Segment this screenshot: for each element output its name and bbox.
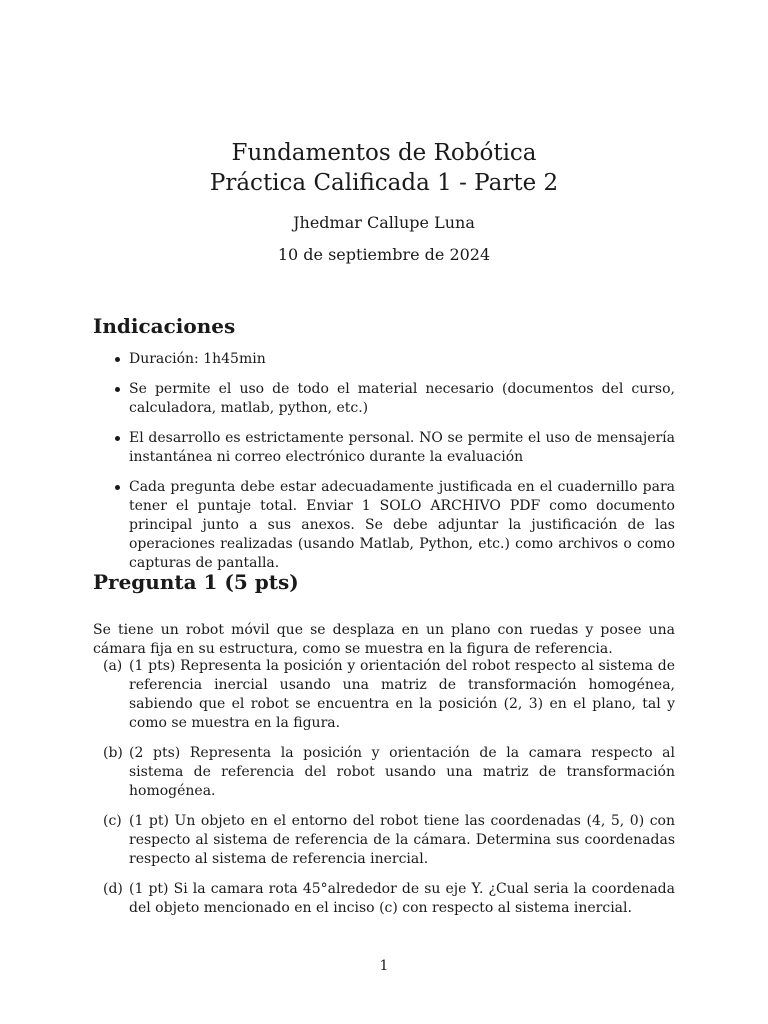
course-title: Fundamentos de Robótica — [231, 140, 537, 166]
list-item: Duración: 1h45min — [93, 350, 675, 369]
part-text: (1 pt) Si la camara rota 45°alrededor de su eje Y. ¿Cual seria la coordenada del objeto mencionado en el inciso (c) con respecto al sistema inercial. — [129, 881, 675, 916]
section-heading-pregunta-1: Pregunta 1 (5 pts) — [93, 570, 299, 594]
section-heading-indicaciones: Indicaciones — [93, 314, 236, 338]
pregunta-parts-list — [93, 657, 675, 929]
author: Jhedmar Callupe Luna — [293, 213, 475, 232]
list-item — [93, 744, 675, 801]
list-item — [93, 880, 675, 918]
document-page — [93, 0, 675, 1024]
page-number: 1 — [379, 958, 389, 974]
part-text: (1 pts) Representa la posición y orientación del robot respecto al sistema de referencia inercial usando una matriz de transformación homogénea, sabiendo que el robot se encuentra en la posición (2, 3) en el plano, tal y como se muestra en la figura. — [129, 658, 675, 731]
part-text: (1 pt) Un objeto en el entorno del robot tiene las coordenadas (4, 5, 0) con respecto al sistema de referencia de la cámara. Determina sus coordenadas respecto al sistema de referencia inercial. — [129, 813, 675, 867]
list-item: Se permite el uso de todo el material necesario (documentos del curso, calculadora, matlab, python, etc.) — [93, 380, 675, 418]
part-label: (a) — [103, 658, 123, 674]
indicaciones-list — [93, 350, 675, 584]
part-label: (c) — [103, 813, 122, 829]
title-block — [93, 138, 675, 265]
part-text: (2 pts) Representa la posición y orientación de la camara respecto al sistema de referencia del robot usando una matriz de transformación homogénea. — [129, 745, 675, 799]
part-label: (d) — [103, 881, 123, 897]
pregunta-intro: Se tiene un robot móvil que se desplaza en un plano con ruedas y posee una cámara fija en su estructura, como se muestra en la figura de referencia. — [93, 622, 675, 657]
part-label: (b) — [103, 745, 123, 761]
date: 10 de septiembre de 2024 — [277, 245, 491, 264]
list-item: Cada pregunta debe estar adecuadamente justificada en el cuadernillo para tener el puntaje total. Enviar 1 SOLO ARCHIVO PDF como documento principal junto a sus anexos. Se debe adjuntar la justificación de las operaciones realizadas (usando Matlab, Python, etc.) como archivos o como capturas de pantalla. — [93, 478, 675, 573]
list-item — [93, 657, 675, 733]
list-item: El desarrollo es estrictamente personal. NO se permite el uso de mensajería instantánea ni correo electrónico durante la evaluación — [93, 429, 675, 467]
list-item — [93, 812, 675, 869]
exam-title: Práctica Calificada 1 - Parte 2 — [209, 170, 559, 196]
